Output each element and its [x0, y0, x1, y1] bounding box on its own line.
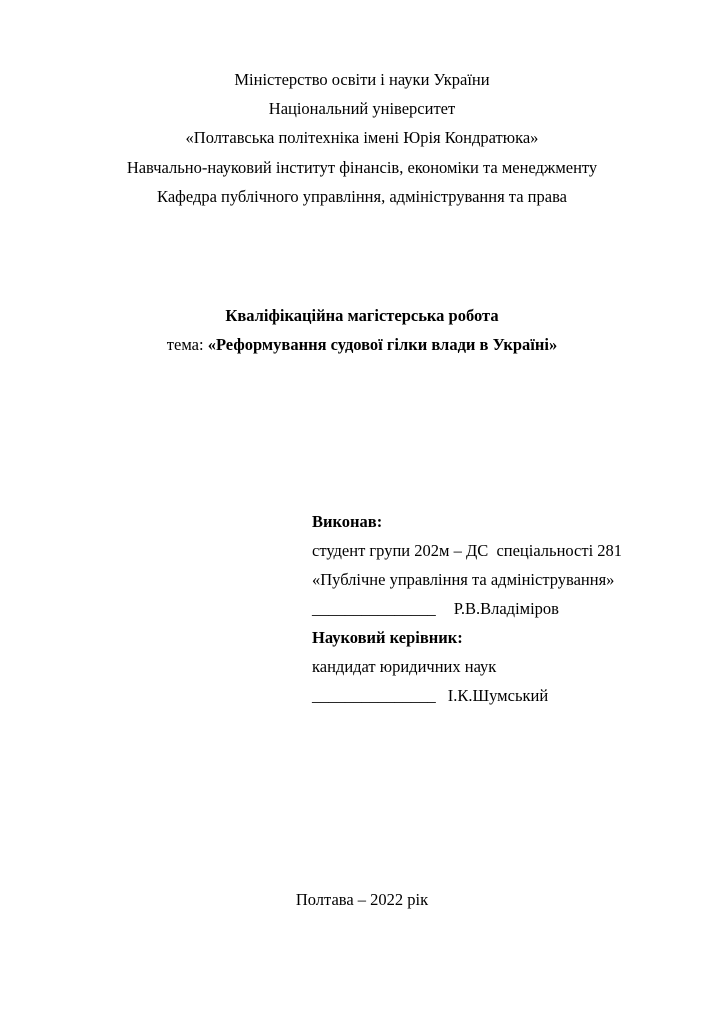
signature-line: _______________ [312, 599, 436, 618]
university-line: Національний університет [268, 99, 456, 118]
work-type-title: Кваліфікаційна магістерська робота [225, 306, 499, 325]
work-topic [0, 335, 724, 355]
signature-line: _______________ [312, 686, 436, 705]
institute-line: Навчально-науковий інститут фінансів, економіки та менеджменту [126, 158, 598, 177]
student-name: Р.В.Владіміров [453, 599, 559, 618]
supervisor-label: Науковий керівник: [312, 628, 463, 647]
student-signature-row [312, 599, 559, 619]
supervisor-name: І.К.Шумський [447, 686, 549, 705]
department-line: Кафедра публічного управління, адміністрування та права [157, 187, 567, 206]
city-year: Полтава – 2022 рік [295, 890, 429, 909]
performed-label: Виконав: [312, 512, 383, 531]
supervisor-degree: кандидат юридичних наук [312, 657, 497, 676]
specialty-line: «Публічне управління та адміністрування» [312, 570, 615, 589]
supervisor-signature-row [312, 686, 548, 706]
topic-prefix: тема: [166, 335, 208, 354]
university-name-line: «Полтавська політехніка імені Юрія Кондратюка» [185, 128, 539, 147]
ministry-line: Міністерство освіти і науки України [234, 70, 490, 89]
topic-text: «Реформування судової гілки влади в Україні» [207, 335, 558, 354]
student-group-line: студент групи 202м – ДС спеціальності 281 [312, 541, 623, 560]
